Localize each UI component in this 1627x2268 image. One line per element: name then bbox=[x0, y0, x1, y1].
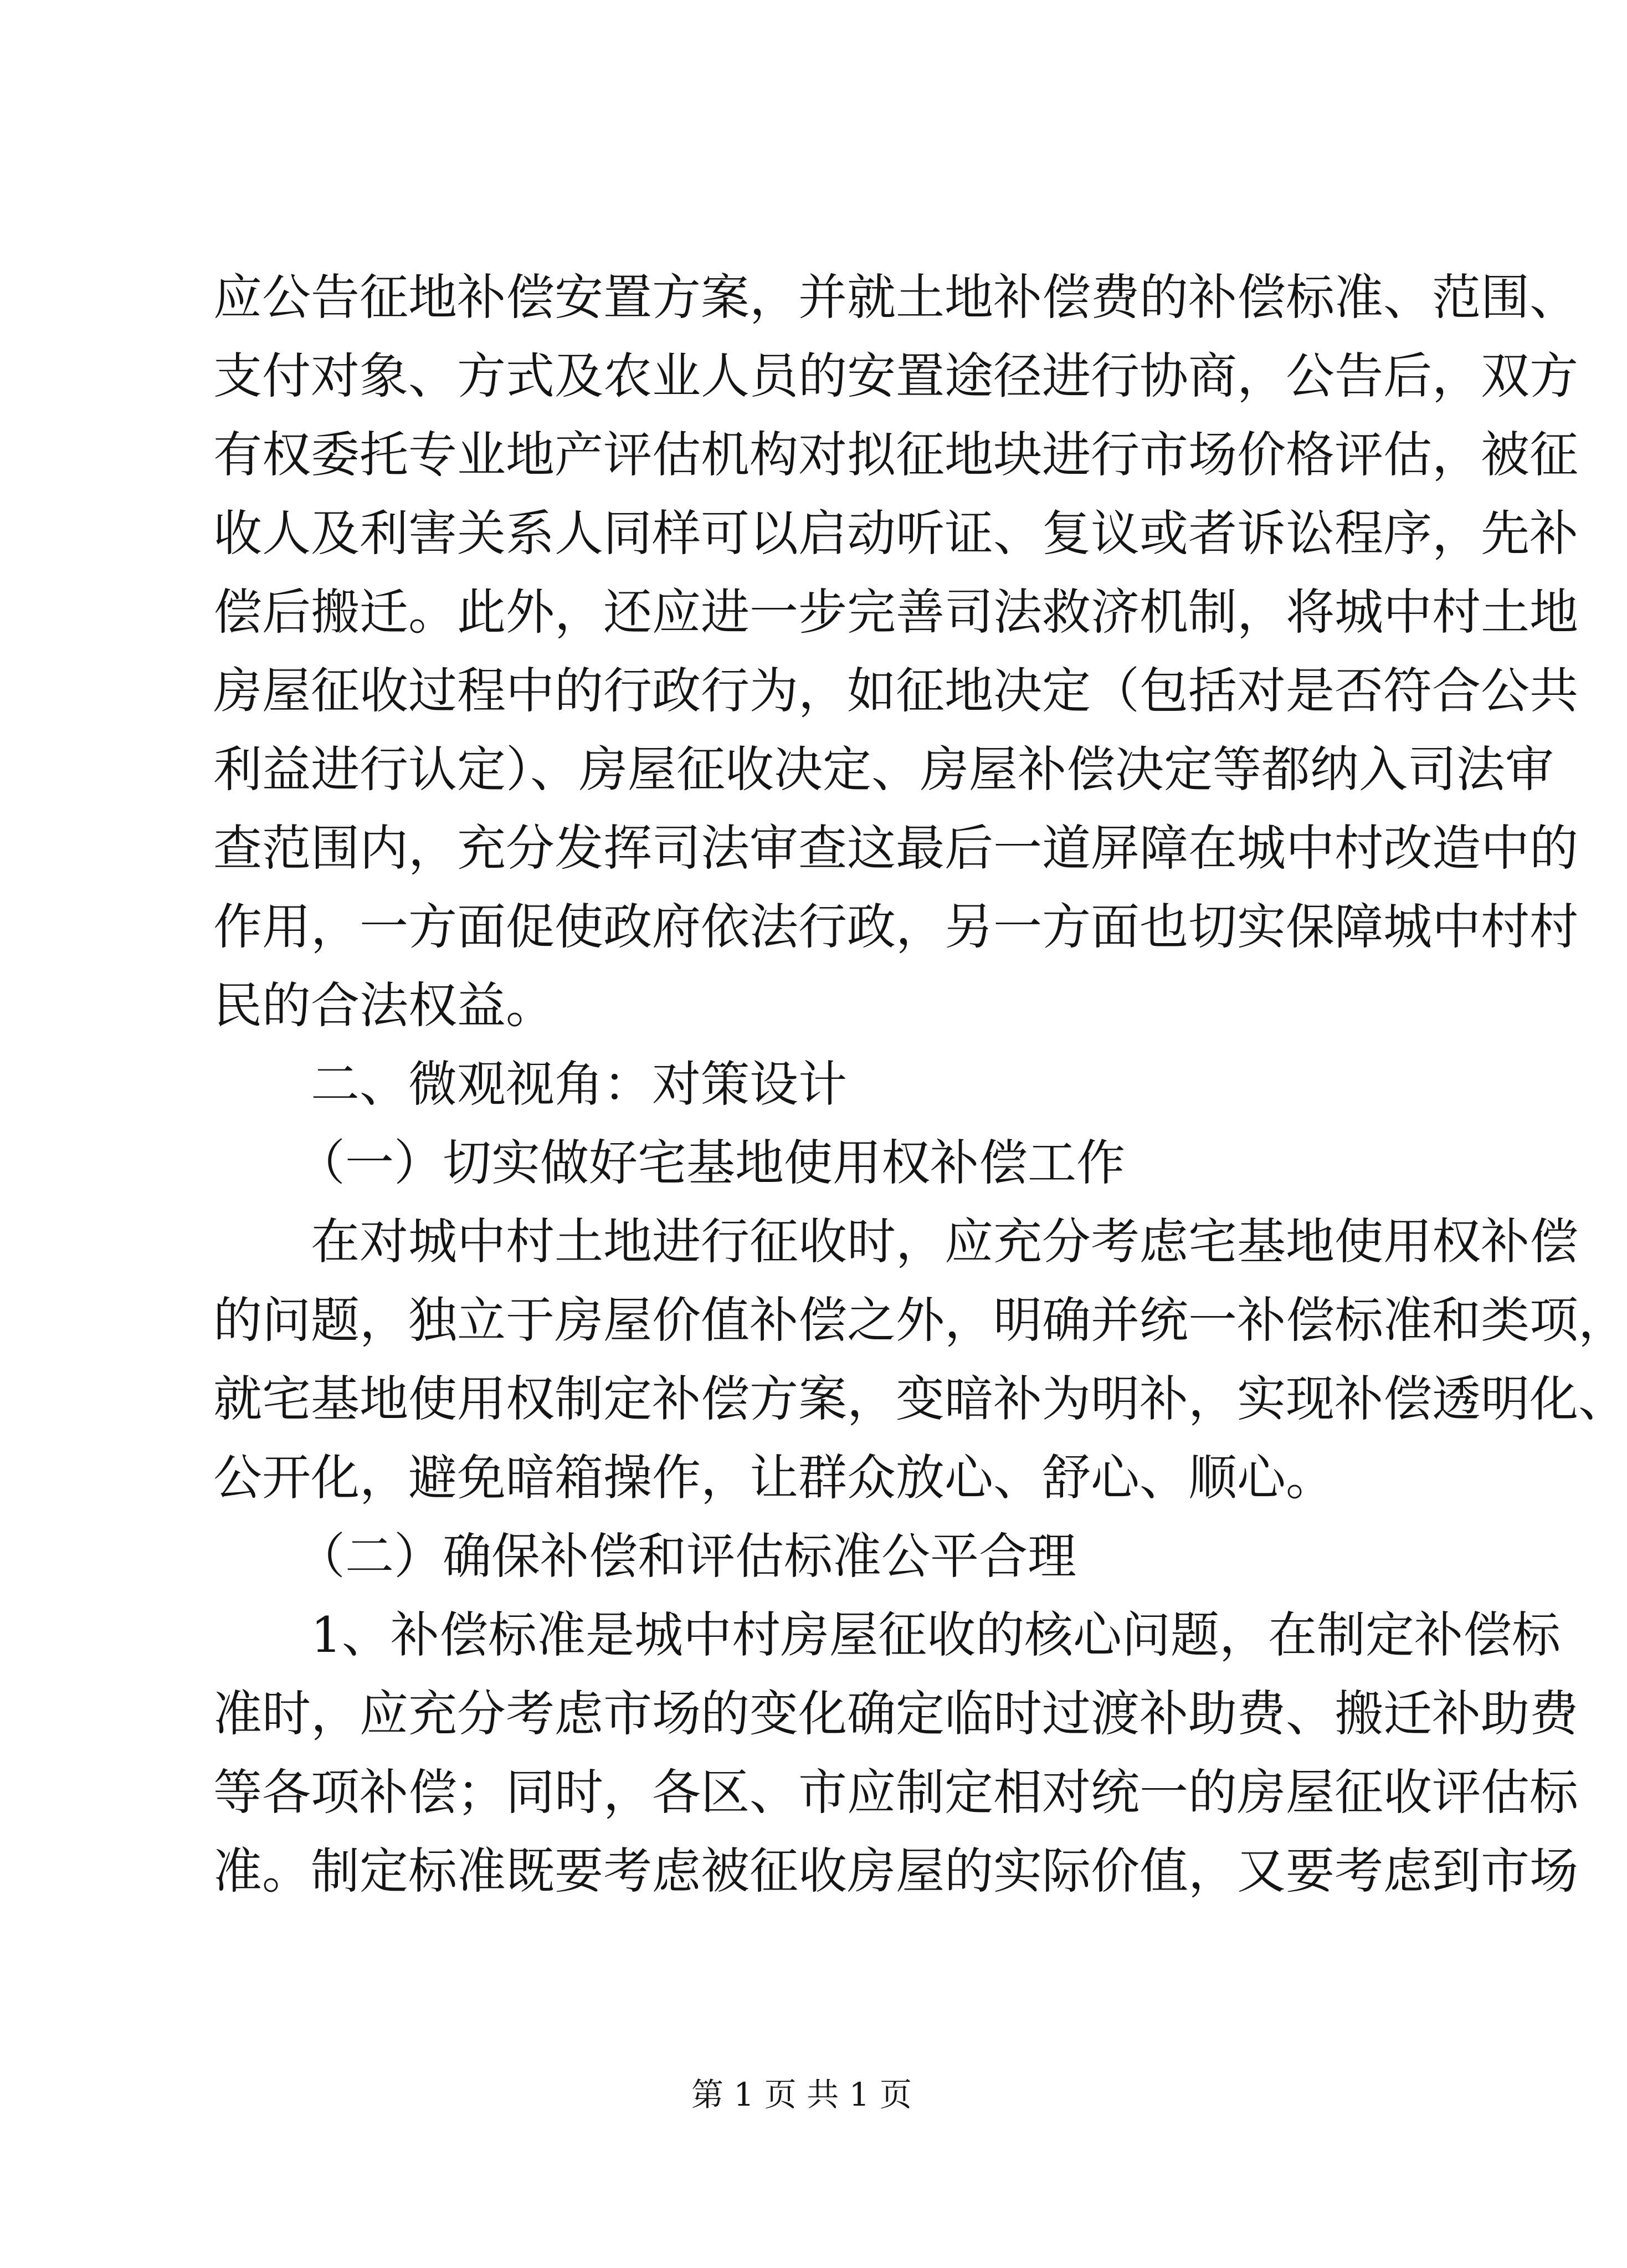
text-line: 查范围内，充分发挥司法审查这最后一道屏障在城中村改造中的 bbox=[213, 820, 1579, 877]
subsection-heading: （一）切实做好宅基地使用权补偿工作 bbox=[296, 1134, 1126, 1191]
text-line: 等各项补偿；同时，各区、市应制定相对统一的房屋征收评估标 bbox=[213, 1764, 1579, 1821]
text-line: 的问题，独立于房屋价值补偿之外，明确并统一补偿标准和类项， bbox=[213, 1292, 1627, 1349]
text-line: 准时，应充分考虑市场的变化确定临时过渡补助费、搬迁补助费 bbox=[213, 1685, 1579, 1742]
text-line: 应公告征地补偿安置方案，并就土地补偿费的补偿标准、范围、 bbox=[213, 269, 1579, 326]
text-line: 在对城中村土地进行征收时，应充分考虑宅基地使用权补偿 bbox=[311, 1213, 1579, 1270]
page-number-footer: 第 1 页 共 1 页 bbox=[691, 2076, 912, 2113]
text-line: 偿后搬迁。此外，还应进一步完善司法救济机制，将城中村土地 bbox=[213, 583, 1579, 641]
text-line: 房屋征收过程中的行政行为，如征地决定（包括对是否符合公共 bbox=[213, 662, 1579, 719]
text-line: 就宅基地使用权制定补偿方案，变暗补为明补，实现补偿透明化、 bbox=[213, 1370, 1627, 1427]
text-line: 支付对象、方式及农业人员的安置途径进行协商，公告后，双方 bbox=[213, 347, 1579, 405]
text-line: 民的合法权益。 bbox=[213, 977, 555, 1034]
text-line: 作用，一方面促使政府依法行政，另一方面也切实保障城中村村 bbox=[213, 898, 1579, 955]
text-line: 1、补偿标准是城中村房屋征收的核心问题，在制定补偿标 bbox=[311, 1606, 1561, 1663]
text-line: 利益进行认定）、房屋征收决定、房屋补偿决定等都纳入司法审 bbox=[213, 741, 1554, 798]
text-line: 公开化，避免暗箱操作，让群众放心、舒心、顺心。 bbox=[213, 1449, 1335, 1506]
text-line: 收人及利害关系人同样可以启动听证、复议或者诉讼程序，先补 bbox=[213, 505, 1579, 562]
text-line: 准。制定标准既要考虑被征收房屋的实际价值，又要考虑到市场 bbox=[213, 1842, 1579, 1900]
text-line: 有权委托专业地产评估机构对拟征地块进行市场价格评估，被征 bbox=[213, 426, 1579, 483]
document-body bbox=[213, 258, 1627, 1911]
subsection-heading: （二）确保补偿和评估标准公平合理 bbox=[296, 1528, 1077, 1585]
section-heading: 二、微观视角：对策设计 bbox=[311, 1056, 848, 1113]
